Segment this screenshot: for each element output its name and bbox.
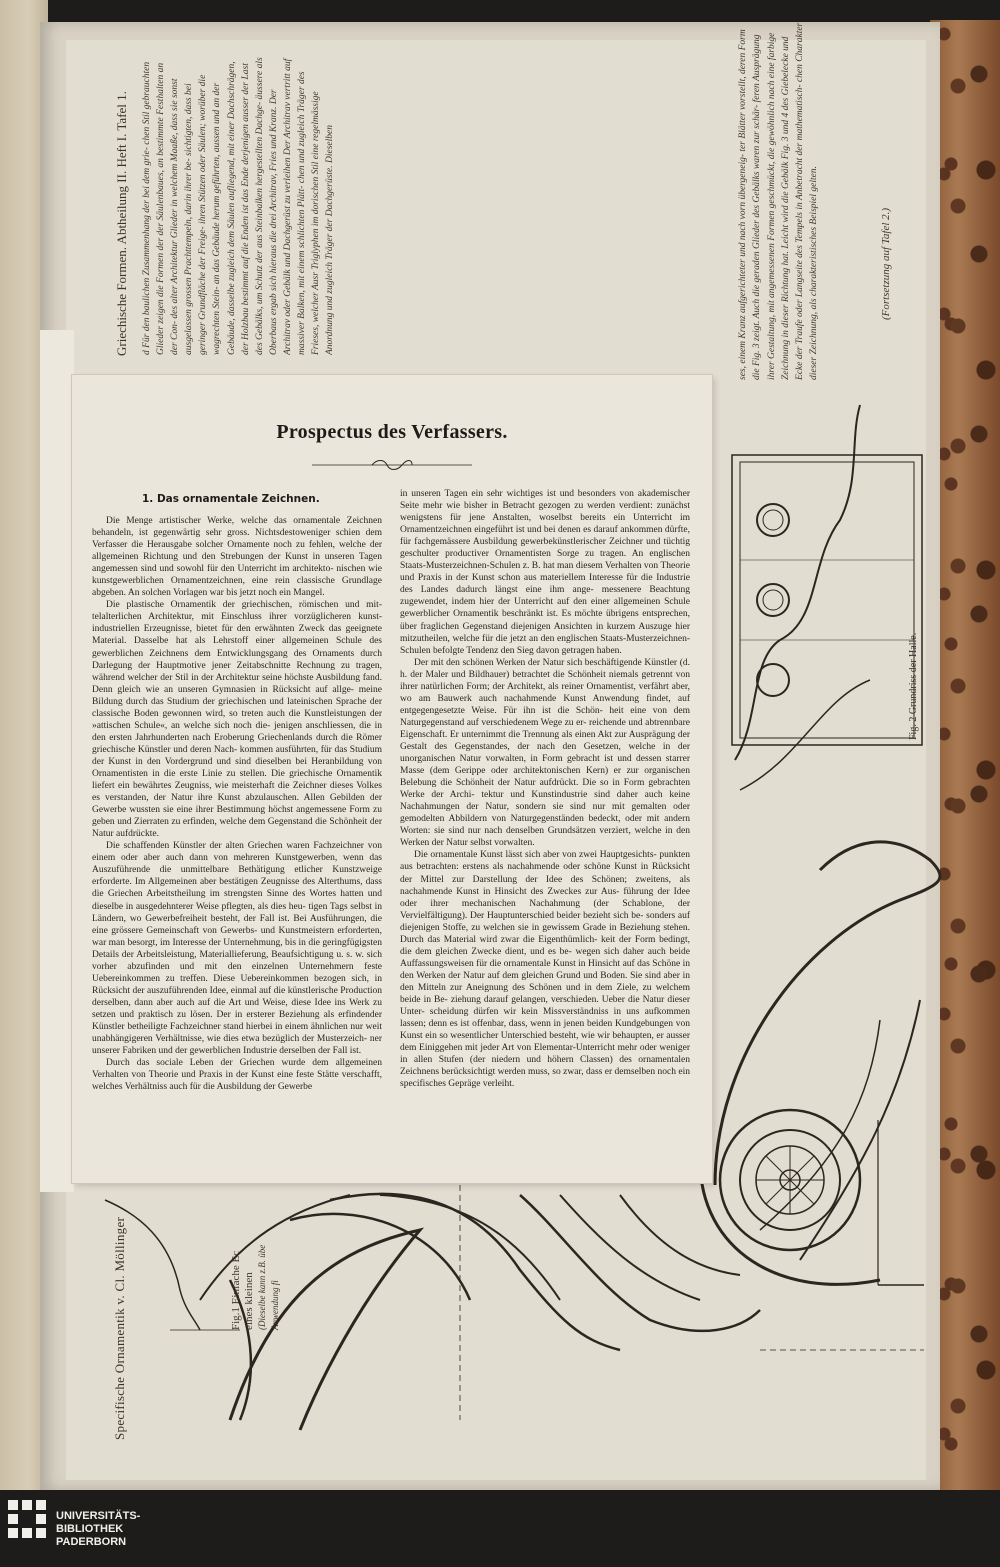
plate-side-caption: Specifische Ornamentik v. Cl. Möllinger: [112, 1216, 127, 1440]
prospectus-sheet: [72, 375, 712, 1183]
plate-header-caption: Griechische Formen. Abtheilung II. Heft I. Tafel 1.: [114, 91, 129, 356]
fig1-caption: [230, 1245, 282, 1330]
title-ornament: [312, 459, 472, 471]
fig2-caption: Fig. 2 Grundriss der Halle.: [908, 632, 919, 740]
continuation-note: (Fortsetzung auf Tafel 2.): [880, 207, 892, 320]
paragraph: Der mit den schönen Werken der Natur sich beschäftigende Künstler (d. h. der Maler und Bildhauer) betrachtet die Schönheit niemals getrennt von ihrer natürlichen Form; der Architekt, als reiner Ornamentist, verfährt aber, wo am Bauwerk auch nachahmende Kunst Anwendung findet, auf entgegengesetzte Weise. Für ihn ist die Schön- heit eine von dem Naturgegenstand auf verschiedenem Wege zu er- reichende und abtrennbare Eigenschaft. Er unternimmt die Trennung als einen Akt zur Ausprägung der Gestalt des Gegenstandes, der nach den Gesetzen, welche in der unorganischen Natur vorwalten, in Form gebracht ist und dessen starrer Masse (dem Gerippe oder architektonischen Kern) er zur organischen Belebung die Schönheit der Natur aufdrückt. Die so in Form gebrachten Werke der Archi- tektur und Kunstindustrie sind daher auch keine Nachahmungen der Natur, sondern sie sind nur mit gemalten oder gemodelten Abbildern von Naturgegenständen bedeckt, oder mit andern Worten: sie sind nur nach denselben Grundsätzen verziert, welche in den Werken der Natur selbst vorwalten.: [400, 657, 690, 849]
library-logo-text: [56, 1510, 140, 1549]
fig1-caption-line: eines kleinen: [243, 1272, 255, 1330]
logo-line: BIBLIOTHEK: [56, 1523, 124, 1535]
rotated-text-column-2: ses, einem Kranz aufgerichteter und nach vorn übergeneig- ter Blätter vorstellt, deren Form die Fig. 3 zeigt. Auch die geraden Glieder des Gebälks waren zur schär- feren Ausprägung ihrer Gestaltung, mit angemessenen Formen geschmückt, die gewöhnlich nach eine farbige Zeichnung in dieser Richtung hat. Leicht wird die Gebälk Fig. 3 und 4 des Giebelecke und Ecke der Traufe oder Langseite des Tempels in Anbetracht der mathematisch- chen Charakter dieser Zeichnung, als charakteristisches Beispiel gelten.: [738, 22, 820, 380]
paragraph: Die plastische Ornamentik der griechischen, römischen und mit- telalterlichen Architektur, mit Einschluss ihrer vorzüglicheren kunst- industriellen Erzeugnisse, bietet für den erwähnten Zweck das geeignete Material. Dasselbe hat als Lehrstoff einer allgemeinen Schule des gewerblichen Zeichnens dem Entwicklungsgang des Ornaments durch Darlegung der Hauptmotive jener Zeitabschnitte Rechnung zu tragen, während welcher der Stil in der Architektur seine höchste Ausbildung fand. Denn gleich wie an unseren Gymnasien in Rücksicht auf allge- meine Bildung durch das Studium der griechischen und lateinischen Sprache der classische Boden gewonnen wird, so treten auch die Kunstleistungen der »attischen Schule«, an welche sich noch die- jenigen anschliessen, die in den ersten Jahrhunderten nach Eroberung Griechenlands durch die Römer griechische Künstler und deren Nach- kommen ausführten, für das Studium der Kunst in den Vordergrund und sind dieselben bei Heranbildung von Ornamentisten in die erste Linie zu stellen. Die griechische Ornamentik liefert ein bewährtes Zeugniss, wie meisterhaft die Zeichner dieses Volkes es verstanden, der Natur ihre Kunst abzulauschen. Allen Gebilden der Gewerbe wussten sie eine ihrer Bestimmung höchst angemessene Form zu geben und Zierraten zu erfinden, welche dem Gegenstand die Schönheit der Natur aufdrückte.: [92, 600, 382, 840]
right-column: [400, 488, 690, 1090]
sheet-title: Prospectus des Verfassers.: [276, 421, 508, 443]
paragraph: Die ornamentale Kunst lässt sich aber von zwei Hauptgesichts- punkten aus betrachten: erstens als nachahmende oder schöne Kunst in Rücksicht der Mittel zur Darstellung der Idee des Schönen; zweitens, als nachahmende Kunst in Hinsicht des Zweckes zur Aus- führung der Idee oder ihrer mechanischen Nachahmung (der Schablone, der Vervielfältigung). Der Hauptunterschied beider bezieht sich be- sonders auf diejenigen Stoffe, zu welchen sie in gewissem Grade in Beziehung stehen. Durch das Material wird zwar die Eigenthümlich- keit der Form bedingt, die dem gleichen Zwecke dient, und es be- wegen sich daher auch beide Auffassungsweisen für die ornamentale Kunst in Hinsicht auf das Schöne in den Werken der Natur auf dem gleichen Grund und Boden. Sie sind aber in den Mitteln zur Aneignung des Schönen und in dem Ziele, zu welchem beide in Be- ziehung darauf gelangen, verschieden. Ueber die Natur dieser Unter- scheidung dürfen wir kein Missverständniss in uns aufkommen lassen; denn es ist offenbar, dass, wenn in jenen beiden Kundgebungen von Kunst ein so wesentlicher Unterschied besteht, wie wir behaupten, er ausser dem Einiggehen mit jeder Art von Elementar-Unterricht mehr oder weniger in allen Stufen (der niedern und höhern Classen) des ornamentalen Zeichnens berücksichtigt werden muss, so zwar, dass er demselben noch ein specifisches Gepräge verleiht.: [400, 850, 690, 1090]
paragraph: Die Menge artistischer Werke, welche das ornamentale Zeichnen behandeln, ist gegenwärtig sehr gross. Nichtsdestoweniger schien dem Verfasser die Herausgabe solcher Ornamente noch zu fehlen, welche der allgemeinen Richtung und den Strebungen der Kunst in unseren Tagen angemessen sind und sowohl für den Unterricht im architekto- nischen wie kunstgewerblichen Ornamentzeichnen, eine rein classische Grundlage abgeben. An solchen Vorlagen war bis jetzt noch ein Mangel.: [92, 516, 382, 599]
fig1-caption-line: Fig.1 Einfache Ec: [230, 1250, 242, 1330]
fig1-caption-line: (Dieselbe kann z.B. übe: [257, 1244, 267, 1330]
left-column: [92, 515, 382, 1093]
paragraph: Durch das sociale Leben der Griechen wurde dem allgemeinen Verhalten von Theorie und Praxis in der Kunst eine feste Stätte verschafft, welches Verhältniss auch für die Ausbildung der Gewerbe: [92, 1058, 382, 1093]
logo-line: UNIVERSITÄTS-: [56, 1510, 141, 1522]
paragraph: in unseren Tagen ein sehr wichtiges ist und besonders von akademischer Seite mehr wie bisher in Betracht gezogen zu werden verdient: zunächst wenigstens für jene Anstalten, woselbst bereits ein Unterricht im Ornamentzeichnen eingeführt ist und bei denen es darauf ankommen dürfte, für fachgemässere Ausbildung gewerbekünstlerischer Zeichner und tüchtig geschulter productiver Ornamentisten Sorge zu tragen. An englischen Staats-Musterzeichnen-Schulen z. B. hat man diesem Verhalten von Theorie und Praxis in der Kunst schon aus materiellem Interesse für die Industrie des Landes dadurch längst eine ihm ange- messenere Beachtung zugewendet, indem hier der Unterricht auf den einer allgemeinen Schule gewerblicher Ornamentik beschränkt ist. Es möchte übrigens entsprechen, über fraglichen Gegenstand diejenigen Ansichten in kurzem Auszuge hier mitzutheilen, welche für die jetzt an den englischen Staats-Musterzeichnen-Schulen befolgte Tendenz den Sieg davon getragen haben.: [400, 489, 690, 656]
rotated-text-column: d Für den baulichen Zusammenhang der bei dem grie- chen Stil gebrauchten Glieder zeigen die Formen der der Säulenbaues, an bestimmte Festhalten an der Con- des alter Architektur Glieder in welchem Maaße, dass sie sonst ausgelassen grossen Prachttempeln, darin ihrer be- sichtigten, dass bei geringer Grundfläche der Freige- ihren Stützen oder Säulen; worüber die wagrechten Stein- an das Gebäude herum geführten, aussen und an der Gebäude, dasselbe zugleich dem Säulen aufliegend, mit einer Dachschrägen, der Holzbau bestimmt auf die Enden ist das Ende derjenigen ausser der Last des Gebälks, um Schutz der aus Steinbalken hergestellten Dachge- äussere als Oberbaus ergab sich hieraus die drei Architrav, Fries und Kranz. Der Architrav oder Gebälk und Dachgerüst zu verleihen Der Architrav vertritt auf massiver Balken, mit einem schlichten Plätt- chen und zugleich Träger des Frieses, welcher Ausr Triglyphen im dorischen Stil eine regelmässige Anordnung und zugleich Träger der Dachgerüste. Dieselben: [142, 57, 336, 355]
paragraph: Die schaffenden Künstler der alten Griechen waren Fachzeichner von einem oder aber auch dann von mehreren Kunstgewerben, wenn das Auszuführende die unmittelbare Bethätigung etlicher Kunstzweige erforderte. Im Allgemeinen aber bestätigen Zeugnisse des Alterthums, dass die Griechen Arbeitstheilung im strengsten Sinne des Wortes hatten und dieselbe in ausgedehnterer Weise pflegten, als dies heu- tigen Tags selbst in Ländern, wo Gewerbefreiheit besteht, der Fall ist. Bei Ausführungen, die eine grössere Gemeinschaft von Gewerbs- und Kunstmeistern erforderten, war man besorgt, im Interesse der Unternehmung, bis in die geringfügigsten Details der Arbeitsleistung, Materiallieferung, Beaufsichtigung u. s. w. sich vorher abzufinden und mit den einzelnen Unternehmern feste Uebereinkommen zu treffen. Diese Uebereinkommen bezogen sich, in Rücksicht der auszuführenden Idee, einmal auf die künstlerische Production derselben, dann aber auch auf die Art und Weise, diese Idee ins Werk zu setzen und praktisch zu lösen. Der in ersterer Beziehung als erfindender Künstler betheiligte Fachzeichner stand hierbei in einem ähnlichen nur weit unabhängigeren Verhältnisse, wie dies etwa bezüglich der Musterzeich- ner unserer Fabriken und der gewerblichen Industrie derselben der Fall ist.: [92, 841, 382, 1057]
sheet-left-strip: [40, 330, 74, 1192]
section-heading: 1. Das ornamentale Zeichnen.: [142, 493, 320, 505]
logo-line: PADERBORN: [56, 1536, 127, 1548]
fig1-caption-line: Anwendung fi: [270, 1280, 280, 1330]
